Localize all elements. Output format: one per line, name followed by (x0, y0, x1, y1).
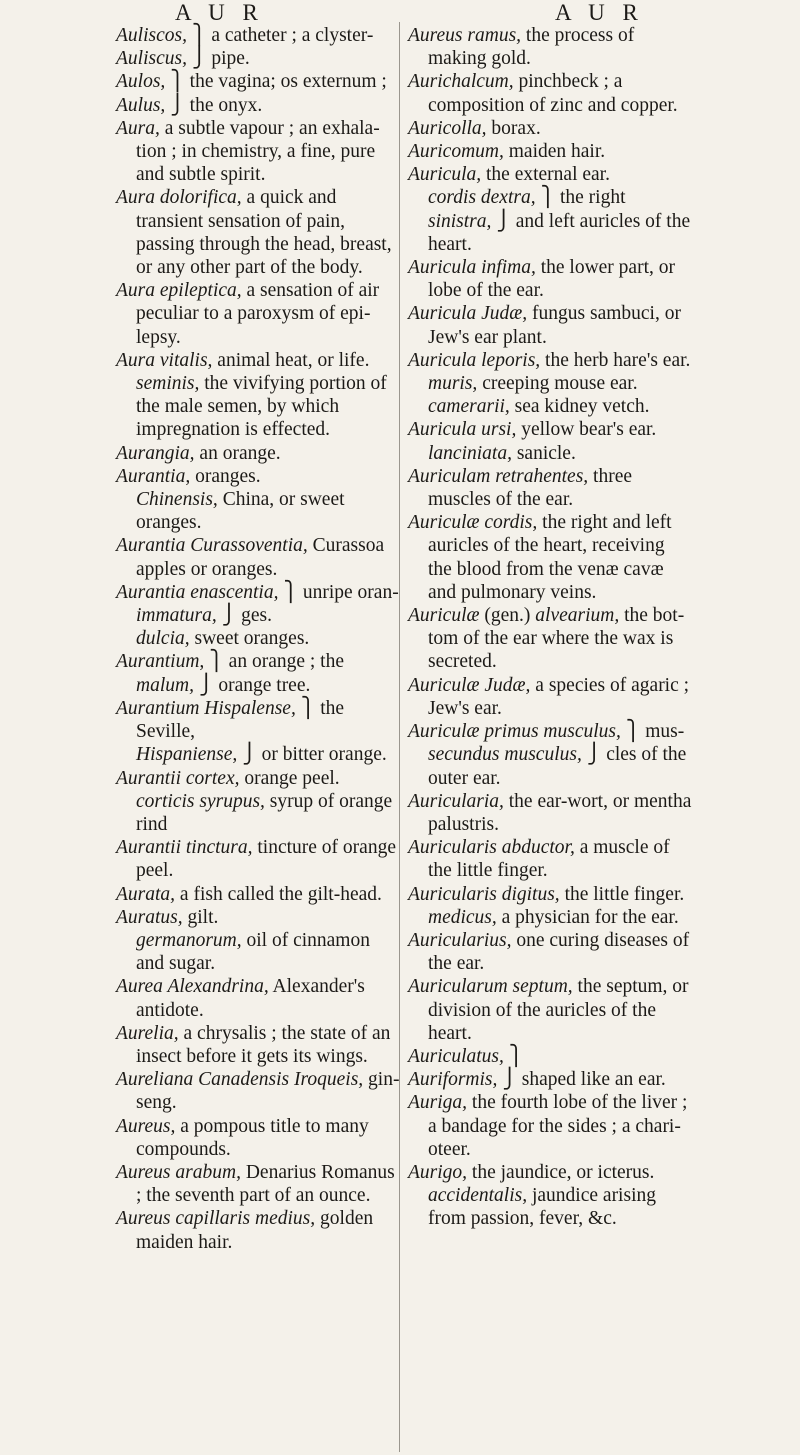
entry-definition: oil of cinnamon and sugar. (136, 929, 370, 975)
entry-term: Aurantium Hispalense, (116, 697, 296, 719)
entry-term: Auricularis abductor, (408, 837, 575, 859)
entry-term: Aurantii tinctura, (116, 837, 253, 859)
entry-term: Auricularis digitus, (408, 883, 560, 905)
dictionary-entry (116, 697, 402, 743)
dictionary-entry (116, 650, 402, 673)
entry-definition: the external ear. (481, 164, 610, 186)
dictionary-entry (408, 1045, 692, 1068)
entry-term: Auricula, (408, 164, 482, 186)
dictionary-entry (408, 743, 692, 789)
entry-term: Auricula Judæ, (408, 303, 528, 325)
entry-term: Aureus ramus, (408, 25, 522, 46)
dictionary-entry (116, 70, 402, 93)
entry-definition: the septum, or division of the auricles of the heart. (428, 976, 689, 1044)
dictionary-entry (408, 511, 692, 604)
left-running-head: A U R (175, 0, 264, 25)
entry-term: Auricularius, (408, 929, 512, 951)
dictionary-entry (408, 442, 692, 465)
entry-term: Hispaniense, (136, 744, 238, 766)
entry-definition: creeping mouse ear. (477, 373, 638, 395)
entry-definition: ⎫ the Seville, (136, 697, 345, 743)
entry-definition: pinchbeck ; a composition of zinc and copper. (428, 71, 678, 116)
dictionary-entry (408, 674, 692, 720)
dictionary-entry (408, 929, 692, 975)
entry-definition: oranges. (190, 465, 261, 487)
entry-definition: ⎭ pipe. (186, 48, 250, 70)
entry-term: Aurangia, (116, 442, 195, 464)
entry-term: Auriga, (408, 1092, 468, 1114)
dictionary-entry (116, 186, 402, 279)
dictionary-entry (116, 465, 402, 488)
dictionary-entry (408, 117, 692, 140)
right-column (408, 24, 692, 1231)
entry-term: accidentalis, (428, 1185, 528, 1207)
dictionary-entry (408, 140, 692, 163)
entry-term: Chinensis, (136, 489, 218, 511)
entry-term: Aura dolorifica, (116, 187, 242, 209)
entry-definition: ⎫ the vagina; os externum ; (165, 71, 387, 93)
entry-term: Aurantium, (116, 651, 205, 673)
dictionary-entry (116, 117, 402, 187)
entry-definition: the lower part, or lobe of the ear. (428, 257, 675, 302)
entry-term: Auricula ursi, (408, 419, 517, 441)
entry-term: Auricomum, (408, 141, 504, 163)
entry-definition: ⎭ the onyx. (165, 94, 263, 116)
dictionary-entry (116, 975, 402, 1021)
entry-definition: the ear-wort, or mentha palustris. (428, 790, 692, 835)
entry-term: Aurantia, (116, 465, 191, 487)
entry-definition: the process of making gold. (428, 25, 635, 70)
dictionary-entry (408, 836, 692, 882)
entry-definition: gilt. (182, 906, 219, 928)
entry-definition: maiden hair. (503, 141, 606, 163)
dictionary-entry (116, 1161, 402, 1207)
entry-term: Aurigo, (408, 1161, 468, 1183)
dictionary-entry (116, 674, 402, 697)
entry-definition: ⎫ the right (535, 187, 626, 209)
dictionary-entry (408, 70, 692, 116)
entry-term: immatura, (136, 605, 217, 627)
entry-definition: animal heat, or life. (212, 349, 370, 371)
dictionary-entry (116, 534, 402, 580)
entry-term: Aura vitalis, (116, 349, 213, 371)
entry-term: Aulos, (116, 71, 166, 93)
entry-term: Auliscus, (116, 48, 187, 70)
entry-definition: ⎫ mus- (620, 721, 685, 743)
entry-definition: ⎫ an orange ; the (204, 651, 344, 673)
entry-term: Auriculæ cordis, (408, 512, 538, 534)
dictionary-entry (116, 349, 402, 372)
dictionary-entry (116, 836, 402, 882)
entry-term: dulcia, (136, 628, 190, 650)
dictionary-entry (116, 743, 402, 766)
entry-definition: the little finger. (559, 883, 685, 905)
entry-term: Auricula infima, (408, 257, 536, 279)
dictionary-entry (116, 883, 402, 906)
entry-definition: (gen.) (479, 605, 536, 627)
entry-term: camerarii, (428, 396, 510, 418)
dictionary-entry (116, 1115, 402, 1161)
dictionary-entry (116, 1022, 402, 1068)
entry-term: Aurantia enascentia, (116, 581, 279, 603)
dictionary-entry (408, 24, 692, 70)
entry-term: Auriculam retrahentes, (408, 465, 589, 487)
entry-term: alvearium, (535, 605, 620, 627)
entry-definition: ⎫ a catheter ; a clyster- (186, 25, 374, 46)
dictionary-entry (116, 790, 402, 836)
entry-term: corticis syrupus, (136, 790, 265, 812)
dictionary-entry (116, 906, 402, 929)
entry-definition: a muscle of the little finger. (428, 837, 670, 882)
entry-term: Auratus, (116, 906, 183, 928)
entry-definition: the right and left auricles of the heart, receiving the blood from the venæ cavæ and pulmonary veins. (428, 512, 672, 603)
entry-definition: yellow bear's ear. (516, 419, 657, 441)
entry-definition: three muscles of the ear. (428, 465, 633, 511)
dictionary-entry (408, 372, 692, 395)
dictionary-entry (116, 1068, 402, 1114)
entry-term: Aurichalcum, (408, 71, 514, 93)
entry-term: Aulus, (116, 94, 166, 116)
entry-definition: ⎭ and left auricles of the heart. (428, 210, 691, 255)
entry-term: germanorum, (136, 929, 242, 951)
dictionary-entry (408, 1161, 692, 1184)
entry-definition: China, or sweet oranges. (136, 489, 345, 534)
entry-term: Aureus, (116, 1115, 176, 1137)
entry-definition: Alexander's antidote. (136, 976, 365, 1021)
dictionary-entry (116, 94, 402, 117)
entry-term: Aureus arabum, (116, 1161, 241, 1183)
dictionary-entry (408, 302, 692, 348)
entry-definition: syrup of orange rind (136, 790, 393, 835)
dictionary-entry (408, 256, 692, 302)
entry-definition: ⎭ or bitter orange. (237, 744, 387, 766)
entry-definition: Curassoa apples or oranges. (136, 535, 385, 580)
dictionary-entry (408, 465, 692, 511)
entry-definition: an orange. (194, 442, 281, 464)
entry-definition: a subtle vapour ; an exhalation ; in chemistry, a fine, pure and subtle spirit. (136, 117, 380, 186)
dictionary-entry (116, 442, 402, 465)
dictionary-entry (116, 372, 402, 442)
entry-definition: ⎫ (503, 1045, 524, 1067)
entry-term: secundus musculus, (428, 744, 582, 766)
entry-definition: the bottom of the ear where the wax is secreted. (428, 605, 685, 673)
entry-definition: sanicle. (511, 442, 576, 464)
dictionary-entry (116, 581, 402, 604)
dictionary-entry (408, 1068, 692, 1091)
entry-term: sinistra, (428, 210, 492, 232)
entry-term: malum, (136, 674, 194, 696)
entry-definition: sea kidney vetch. (509, 396, 650, 418)
entry-definition: one curing diseases of the ear. (428, 929, 690, 975)
dictionary-entry (408, 604, 692, 674)
entry-definition: fungus sambuci, or Jew's ear plant. (428, 303, 681, 348)
entry-term: Auriculæ primus musculus, (408, 721, 621, 743)
right-running-head: A U R (555, 0, 644, 25)
entry-term: Auricula leporis, (408, 349, 541, 371)
dictionary-entry (116, 1207, 402, 1253)
dictionary-entry (116, 47, 402, 70)
entry-definition: a fish called the gilt-head. (175, 883, 382, 905)
entry-definition: a sensation of air peculiar to a paroxysm of epilepsy. (136, 280, 380, 348)
entry-definition: a species of agaric ; Jew's ear. (428, 674, 690, 719)
dictionary-entry (408, 906, 692, 929)
entry-definition: the jaundice, or icterus. (467, 1161, 655, 1183)
entry-term: medicus, (428, 906, 497, 928)
dictionary-entry (116, 24, 402, 47)
entry-term: Auriculatus, (408, 1045, 504, 1067)
entry-definition: ginseng. (136, 1069, 400, 1114)
entry-definition: ⎭ orange tree. (193, 674, 311, 696)
entry-definition: a pompous title to many compounds. (136, 1115, 369, 1160)
entry-definition: a quick and transient sensation of pain, passing through the head, breast, or any other part of the body. (136, 187, 392, 279)
entry-term: Auricularum septum, (408, 976, 573, 998)
dictionary-entry (408, 975, 692, 1045)
dictionary-entry (116, 488, 402, 534)
entry-term: Aurelia, (116, 1022, 179, 1044)
entry-term: cordis dextra, (428, 187, 536, 209)
dictionary-entry (408, 720, 692, 743)
entry-term: lanciniata, (428, 442, 512, 464)
dictionary-entry (408, 349, 692, 372)
dictionary-entry (116, 929, 402, 975)
entry-term: muris, (428, 373, 478, 395)
entry-term: Auricularia, (408, 790, 504, 812)
entry-term: Aurata, (116, 883, 176, 905)
entry-term: Aurantia Curassoventia, (116, 535, 308, 557)
entry-definition: sweet oranges. (189, 628, 310, 650)
dictionary-entry (408, 395, 692, 418)
entry-term: Auriformis, (408, 1069, 498, 1091)
dictionary-entry (116, 627, 402, 650)
entry-definition: ⎭ ges. (216, 605, 272, 627)
entry-definition: the vivifying portion of the male semen, by which impregnation is effected. (136, 373, 387, 441)
entry-definition: orange peel. (239, 767, 340, 789)
entry-term: Auricolla, (408, 117, 487, 139)
dictionary-entry (408, 163, 692, 186)
dictionary-entry (408, 418, 692, 441)
entry-definition: golden maiden hair. (136, 1208, 374, 1253)
entry-definition: a physician for the ear. (496, 906, 679, 928)
dictionary-entry (116, 604, 402, 627)
entry-term: Aura epileptica, (116, 280, 242, 302)
entry-definition: Denarius Romanus ; the seventh part of an ounce. (136, 1161, 395, 1207)
dictionary-entry (408, 883, 692, 906)
entry-definition: jaundice arising from passion, fever, &c. (428, 1185, 656, 1230)
entry-definition: the herb hare's ear. (540, 349, 691, 371)
entry-term: Aura, (116, 117, 160, 139)
entry-definition: borax. (486, 117, 541, 139)
entry-term: Aurantii cortex, (116, 767, 240, 789)
entry-definition: the fourth lobe of the liver ; a bandage for the sides ; a charioteer. (428, 1092, 688, 1160)
entry-definition: ⎭ shaped like an ear. (497, 1069, 666, 1091)
entry-definition: ⎫ unripe oran- (278, 581, 399, 603)
dictionary-entry (116, 279, 402, 349)
entry-definition: tincture of orange peel. (136, 837, 396, 882)
entry-term: Aureliana Canadensis Iroqueis, (116, 1069, 364, 1091)
dictionary-entry (116, 767, 402, 790)
entry-definition: ⎭ cles of the outer ear. (428, 744, 687, 789)
entry-term: seminis, (136, 373, 200, 395)
left-column (116, 24, 402, 1254)
entry-term: Auriculæ Judæ, (408, 674, 531, 696)
dictionary-entry (408, 790, 692, 836)
dictionary-entry (408, 1184, 692, 1230)
entry-term: Auliscos, (116, 25, 187, 46)
entry-term: Auriculæ (408, 605, 480, 627)
dictionary-entry (408, 186, 692, 209)
entry-term: Aurea Alexandrina, (116, 976, 269, 998)
entry-term: Aureus capillaris medius, (116, 1208, 316, 1230)
dictionary-entry (408, 1091, 692, 1161)
dictionary-entry (408, 210, 692, 256)
entry-definition: a chrysalis ; the state of an insect before it gets its wings. (136, 1022, 391, 1067)
